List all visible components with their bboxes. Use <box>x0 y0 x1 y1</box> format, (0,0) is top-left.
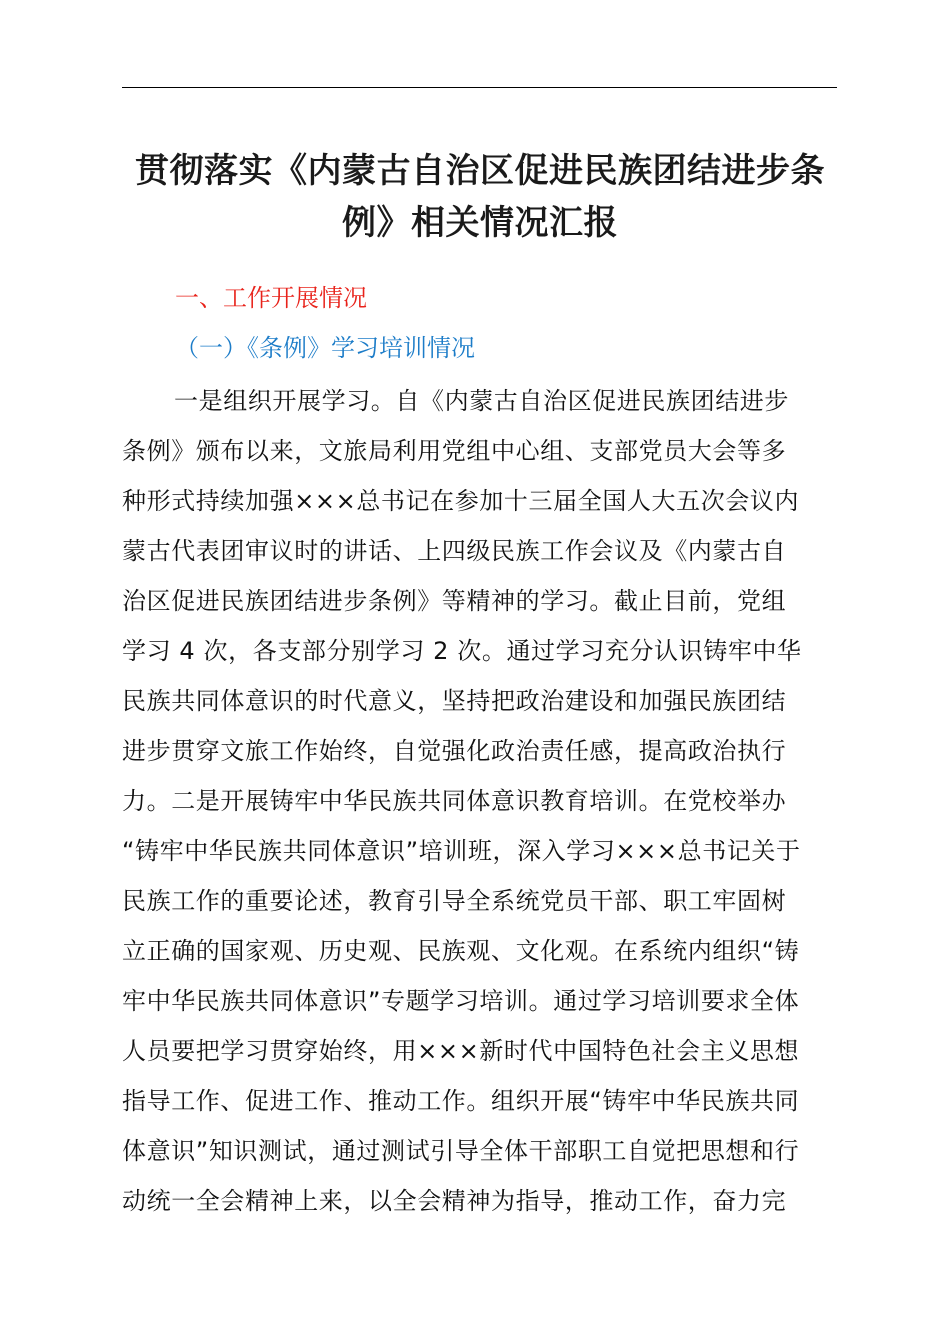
header-rule <box>122 87 837 88</box>
body-line: 蒙古代表团审议时的讲话、上四级民族工作会议及《内蒙古自 <box>122 537 787 565</box>
body-paragraph <box>122 376 837 1226</box>
body-line: 指导工作、促进工作、推动工作。组织开展“铸牢中华民族共同 <box>122 1087 800 1115</box>
body-line: 人员要把学习贯穿始终，用×××新时代中国特色社会主义思想 <box>122 1037 800 1065</box>
title-line-2: 例》相关情况汇报 <box>342 203 618 243</box>
body-line: 治区促进民族团结进步条例》等精神的学习。截止目前，党组 <box>122 587 787 615</box>
sub-heading: （一）《条例》学习培训情况 <box>175 334 475 362</box>
body-line: “铸牢中华民族共同体意识”培训班，深入学习×××总书记关于 <box>122 837 801 865</box>
title-line-1: 贯彻落实《内蒙古自治区促进民族团结进步条 <box>135 151 825 191</box>
body-line: 一是组织开展学习。自《内蒙古自治区促进民族团结进步 <box>174 387 789 415</box>
body-line: 立正确的国家观、历史观、民族观、文化观。在系统内组织“铸 <box>122 937 800 965</box>
body-line: 力。二是开展铸牢中华民族共同体意识教育培训。在党校举办 <box>122 787 787 815</box>
body-line: 条例》颁布以来，文旅局利用党组中心组、支部党员大会等多 <box>122 437 787 465</box>
body-line: 民族共同体意识的时代意义，坚持把政治建设和加强民族团结 <box>122 687 787 715</box>
body-line: 种形式持续加强×××总书记在参加十三届全国人大五次会议内 <box>122 487 800 515</box>
body-line: 动统一全会精神上来，以全会精神为指导，推动工作，奋力完 <box>122 1187 787 1215</box>
body-line: 学习 4 次，各支部分别学习 2 次。通过学习充分认识铸牢中华 <box>122 637 802 665</box>
body-line: 民族工作的重要论述，教育引导全系统党员干部、职工牢固树 <box>122 887 787 915</box>
body-line: 体意识”知识测试，通过测试引导全体干部职工自觉把思想和行 <box>122 1137 800 1165</box>
section-heading: 一、工作开展情况 <box>175 284 367 312</box>
body-line: 牢中华民族共同体意识”专题学习培训。通过学习培训要求全体 <box>122 987 800 1015</box>
body-line: 进步贯穿文旅工作始终，自觉强化政治责任感，提高政治执行 <box>122 737 787 765</box>
document-title <box>110 145 850 249</box>
